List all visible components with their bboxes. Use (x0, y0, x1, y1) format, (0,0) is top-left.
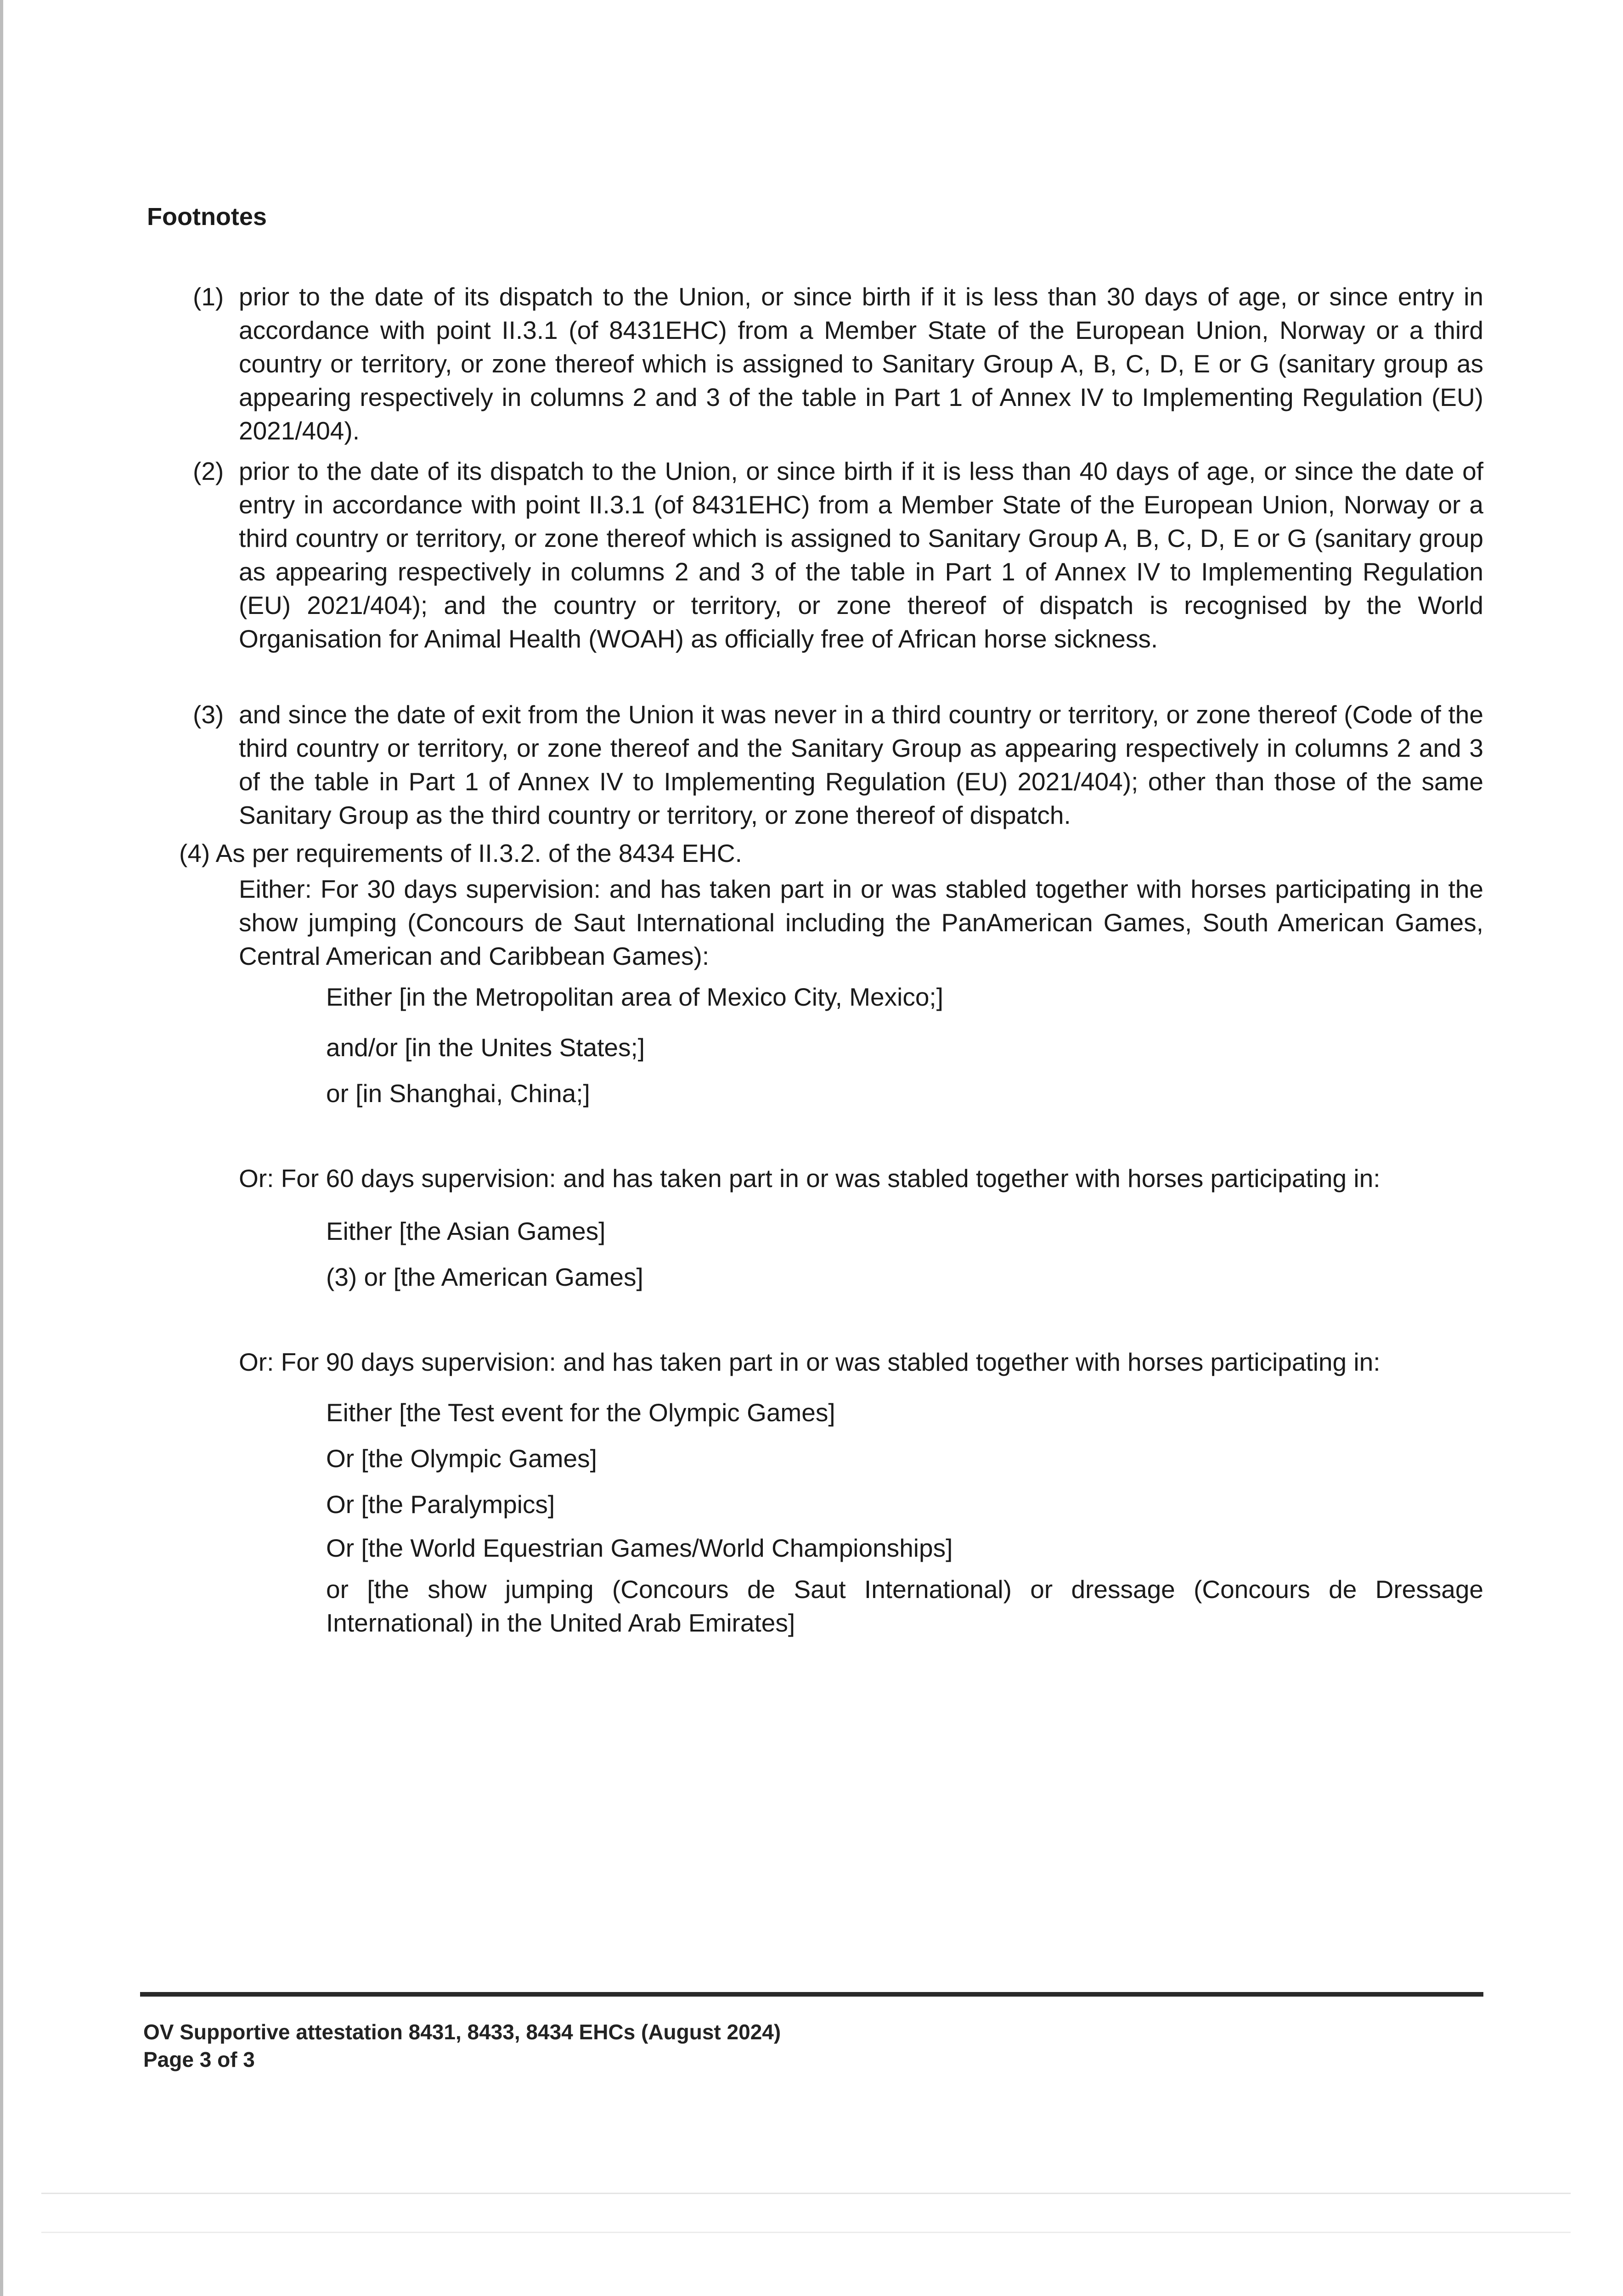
footnote-number: (1) (193, 282, 224, 311)
footnote-4-either-30-days: Either: For 30 days supervision: and has taken part in or was stabled together with horses participating in the show jumping (Concours de Saut International including the PanAmerican Games, South American Games, Central American and Caribbean Games): (239, 875, 1483, 970)
footnote-number: (3) (193, 700, 224, 729)
list-item: (3) or [the American Games] (326, 1263, 643, 1291)
list-item: or [the show jumping (Concours de Saut International) or dressage (Concours de Dressage International) in the United Arab Emirates] (326, 1575, 1483, 1637)
footnote-2 (193, 455, 1483, 656)
footnote-text: prior to the date of its dispatch to the Union, or since birth if it is less than 40 days of age, or since the date of entry in accordance with point II.3.1 (of 8431EHC) from a Member State of the European Union, Norway or a third country or territory, or zone thereof which is assigned to Sanitary Group A, B, C, D, E or G (sanitary group as appearing respectively in columns 2 and 3 of the table in Part 1 of Annex IV to Implementing Regulation (EU) 2021/404); and the country or territory, or zone thereof of dispatch is recognised by the World Organisation for Animal Health (WOAH) as officially free of African horse sickness. (239, 457, 1483, 653)
footnote-4-or-60-days: Or: For 60 days supervision: and has taken part in or was stabled together with horses participating in: (239, 1164, 1381, 1193)
footnote-3 (193, 698, 1483, 832)
footer-page-number: Page 3 of 3 (143, 2048, 255, 2071)
footnote-4-heading: (4) As per requirements of II.3.2. of the 8434 EHC. (179, 839, 742, 867)
footnote-text: prior to the date of its dispatch to the Union, or since birth if it is less than 30 days of age, or since entry in accordance with point II.3.1 (of 8431EHC) from a Member State of the European Union, Norway or a third country or territory, or zone thereof which is assigned to Sanitary Group A, B, C, D, E or G (sanitary group as appearing respectively in columns 2 and 3 of the table in Part 1 of Annex IV to Implementing Regulation (EU) 2021/404). (239, 282, 1483, 445)
scan-artifact-line (41, 2193, 1571, 2194)
page-left-edge (0, 0, 3, 2296)
list-item: Either [the Asian Games] (326, 1217, 606, 1245)
list-item: Or [the Olympic Games] (326, 1444, 597, 1473)
list-item: and/or [in the Unites States;] (326, 1033, 645, 1062)
page-title: Footnotes (147, 203, 267, 231)
scan-artifact-line (41, 2232, 1571, 2233)
footnote-text: and since the date of exit from the Union it was never in a third country or territory, or zone thereof (Code of the third country or territory, or zone thereof and the Sanitary Group as appearing respectively in columns 2 and 3 of the table in Part 1 of Annex IV to Implementing Regulation (EU) 2021/404); other than those of the same Sanitary Group as the third country or territory, or zone thereof of dispatch. (239, 700, 1483, 829)
footnote-4-or-90-days: Or: For 90 days supervision: and has taken part in or was stabled together with horses participating in: (239, 1348, 1381, 1376)
list-item: Or [the Paralympics] (326, 1490, 555, 1519)
footnote-number: (2) (193, 457, 224, 485)
list-item: Either [the Test event for the Olympic Games] (326, 1398, 835, 1427)
footer-document-title: OV Supportive attestation 8431, 8433, 8434 EHCs (August 2024) (143, 2020, 781, 2044)
list-item: Either [in the Metropolitan area of Mexico City, Mexico;] (326, 983, 943, 1011)
list-item: Or [the World Equestrian Games/World Championships] (326, 1534, 953, 1562)
footnote-1 (193, 280, 1483, 448)
footer-divider (140, 1992, 1483, 1997)
list-item: or [in Shanghai, China;] (326, 1079, 590, 1108)
